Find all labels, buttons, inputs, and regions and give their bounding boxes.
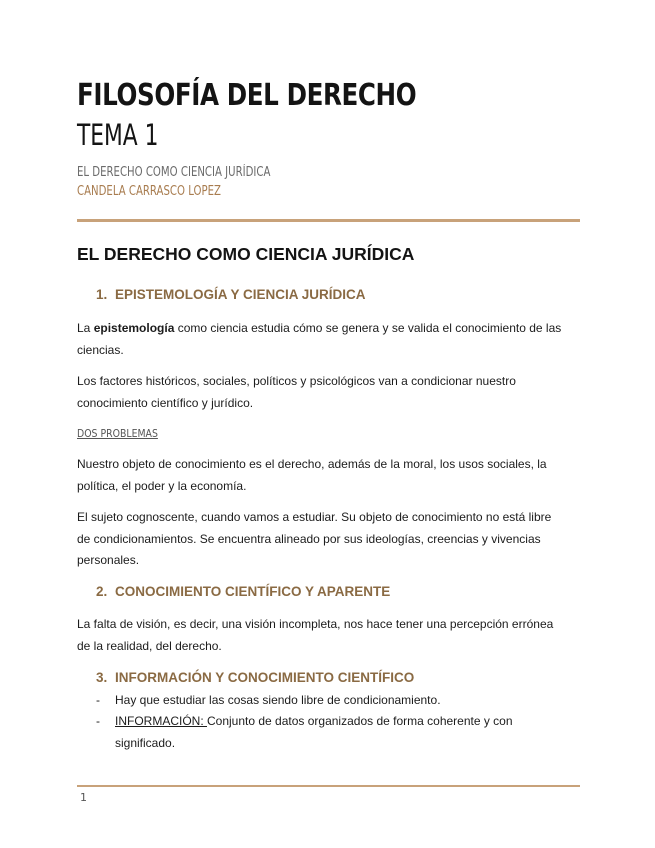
paragraph-line [115,711,580,733]
page-number: 1 [80,791,87,804]
footer-divider [77,785,580,787]
section-heading: EL DERECHO COMO CIENCIA JURÍDICA [77,244,415,264]
list-item-text: Hay que estudiar las cosas siendo libre de condicionamiento. [115,693,441,707]
list-item-text [115,711,580,754]
paragraph-sujeto [77,507,580,572]
paragraph-line: personales. [77,553,140,567]
paragraph-line: significado. [115,735,176,750]
paragraph-line: El sujeto cognoscente, cuando vamos a estudiar. Su objeto de conocimiento no está libre [77,510,552,524]
paragraph-line [77,318,580,340]
paragraph-objeto [77,454,580,497]
paragraph-line: política, el poder y la economía. [77,478,247,493]
subsection-title: INFORMACIÓN Y CONOCIMIENTO CIENTÍFICO [115,670,415,685]
text-run: La [77,321,94,335]
subsection-number: 3. [96,670,108,685]
paragraph-line: Los factores históricos, sociales, políticos y psicológicos van a condicionar nuestro [77,374,516,388]
subsection-heading-3 [96,669,414,687]
text-run: Conjunto de datos organizados de forma coherente y con [207,714,513,728]
paragraph-line: de condicionamientos. Se encuentra alineado por sus ideologías, creencias y vivencias [77,531,541,546]
document-author: CANDELA CARRASCO LOPEZ [77,184,221,199]
subsection-title: CONOCIMIENTO CIENTÍFICO Y APARENTE [115,584,391,599]
document-subtitle: TEMA 1 [77,118,159,152]
paragraph-factores [77,371,580,414]
subsection-heading-1 [96,286,366,304]
subsection-number: 1. [96,287,108,302]
paragraph-line: Nuestro objeto de conocimiento es el derecho, además de la moral, los usos sociales, la [77,457,547,471]
underlined-term: INFORMACIÓN: [115,714,207,728]
paragraph-line: La falta de visión, es decir, una visión incompleta, nos hace tener una percepción errónea [77,617,554,631]
paragraph-line: ciencias. [77,342,124,357]
bullet-dash: - [96,693,100,707]
subsection-number: 2. [96,584,108,599]
problems-label: DOS PROBLEMAS [77,427,158,440]
paragraph-vision [77,614,580,657]
header-divider [77,219,580,222]
paragraph-line: de la realidad, del derecho. [77,638,222,653]
subsection-heading-2 [96,583,390,601]
bullet-dash: - [96,714,100,728]
document-title: FILOSOFÍA DEL DERECHO [77,78,417,113]
paragraph-epistemologia [77,318,580,361]
document-topic: EL DERECHO COMO CIENCIA JURÍDICA [77,165,271,180]
subsection-title: EPISTEMOLOGÍA Y CIENCIA JURÍDICA [115,287,366,302]
bold-term: epistemología [93,321,175,335]
document-page [77,0,580,848]
paragraph-line: conocimiento científico y jurídico. [77,395,254,410]
text-run: como ciencia estudia cómo se genera y se valida el conocimiento de las [174,321,562,335]
